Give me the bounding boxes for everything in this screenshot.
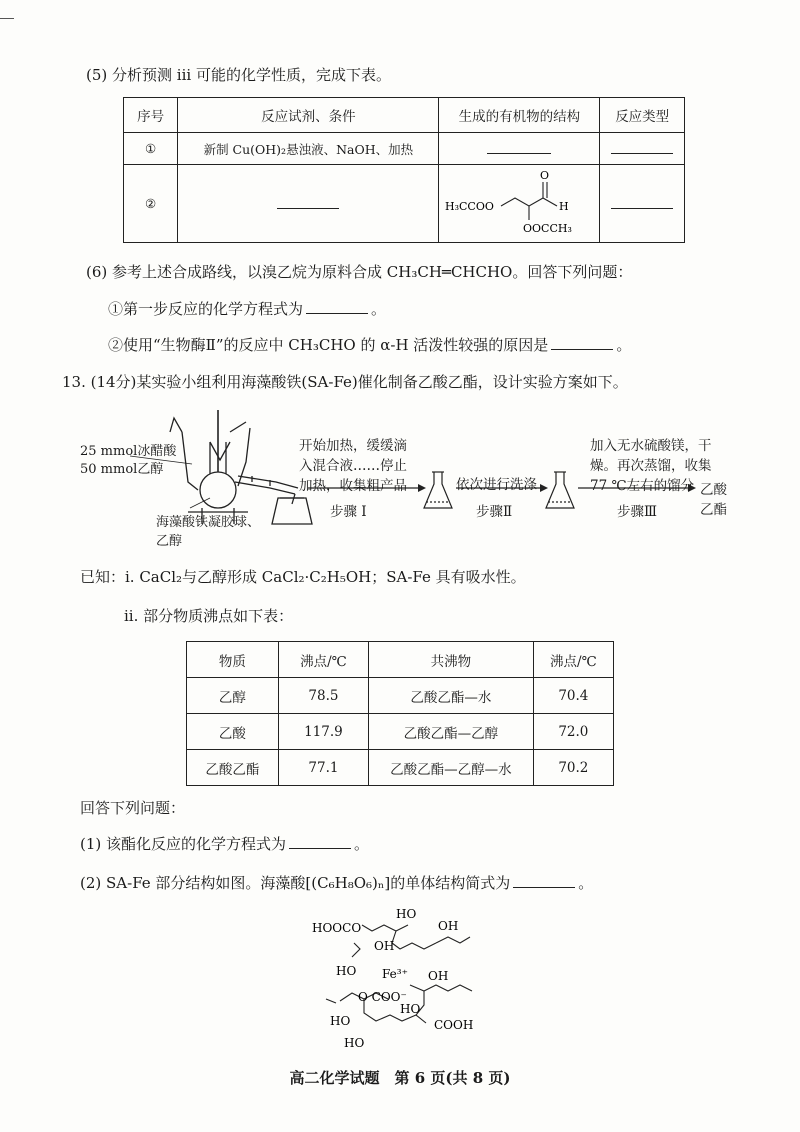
q6-sub1-end: 。: [371, 300, 387, 318]
t1-row1-structure-blank[interactable]: [439, 133, 600, 165]
label-ho-top: HO: [396, 907, 417, 921]
step3-label: 步骤Ⅲ: [617, 504, 658, 520]
t1-header-structure: 生成的有机物的结构: [439, 98, 600, 133]
step1-line3: 加热，收集粗产品: [299, 478, 407, 494]
t2-cell: 乙酸乙酯: [187, 750, 279, 786]
t2-header-bp2: 沸点/℃: [533, 642, 613, 678]
label-ho-low2: HO: [400, 1002, 421, 1016]
step2-label: 步骤Ⅱ: [476, 504, 513, 520]
t1-row1-reagent: 新制 Cu(OH)₂悬浊液、NaOH、加热: [178, 133, 439, 165]
q6-heading: (6) 参考上述合成路线，以溴乙烷为原料合成 CH₃CH═CHCHO。回答下列问题：: [86, 263, 633, 281]
apparatus-label-gel: 海藻酸铁凝胶球、: [156, 515, 261, 530]
answer-heading: 回答下列问题：: [80, 799, 186, 817]
label-ho-bottom: HO: [344, 1036, 365, 1050]
q13-p2: [80, 872, 593, 893]
t2-cell: 70.4: [533, 678, 613, 714]
q5-table: [123, 97, 685, 243]
t2-cell: 117.9: [278, 714, 368, 750]
table-row: [187, 678, 614, 714]
q6-sub1-blank[interactable]: [306, 299, 368, 314]
label-ho-left: HO: [336, 964, 357, 978]
q13-p2-end: 。: [578, 874, 594, 892]
t2-cell: 乙酸: [187, 714, 279, 750]
structure-h: H: [559, 199, 570, 213]
page-footer: 高二化学试题 第 6 页(共 8 页): [289, 1069, 511, 1087]
apparatus-label-ethanol: 50 mmol乙醇: [80, 462, 164, 477]
boiling-point-table: [186, 641, 614, 786]
t1-row2-type-blank[interactable]: [600, 165, 685, 243]
product-line1: 乙酸: [700, 482, 727, 498]
label-ho-low1: HO: [330, 1014, 351, 1028]
q13-p1-end: 。: [354, 835, 370, 853]
q13-p1-text: (1) 该酯化反应的化学方程式为: [80, 835, 287, 853]
label-fe: Fe³⁺: [382, 967, 408, 981]
t2-header-bp1: 沸点/℃: [278, 642, 368, 678]
t2-cell: 乙酸乙酯—乙醇—水: [369, 750, 534, 786]
t2-cell: 乙酸乙酯—水: [369, 678, 534, 714]
t2-cell: 乙醇: [187, 678, 279, 714]
q13-p2-text: (2) SA-Fe 部分结构如图。海藻酸[(C₆H₈O₆)ₙ]的单体结构简式为: [80, 874, 511, 892]
step3-line1: 加入无水硫酸镁，干: [590, 438, 712, 454]
product-line2: 乙酯: [700, 502, 727, 518]
known-ii: ii. 部分物质沸点如下表：: [124, 607, 294, 625]
t1-row2-reagent-blank[interactable]: [178, 165, 439, 243]
step3-description: [590, 436, 712, 496]
row2-structure-drawing: [439, 166, 597, 242]
q6-sub2-text: ②使用“生物酶Ⅱ”的反应中 CH₃CHO 的 α-H 活泼性较强的原因是: [108, 336, 549, 354]
q13-p1: [80, 833, 369, 854]
t2-cell: 70.2: [533, 750, 613, 786]
structure-left-group: H₃CCOO: [445, 199, 495, 213]
label-oh-top: OH: [438, 919, 459, 933]
flask-icon-2: [546, 472, 574, 508]
step3-line3: 77 ℃左右的馏分: [590, 478, 695, 494]
t2-cell: 78.5: [278, 678, 368, 714]
step1-description: [299, 436, 407, 496]
t2-cell: 77.1: [278, 750, 368, 786]
q13-p2-blank[interactable]: [513, 873, 575, 888]
label-hoocco: HOOCO: [312, 921, 362, 935]
t1-header-type: 反应类型: [600, 98, 685, 133]
t2-cell: 乙酸乙酯—乙醇: [369, 714, 534, 750]
product-label: [700, 480, 727, 520]
step1-line1: 开始加热，缓缓滴: [299, 438, 407, 454]
flask-icon-1: [424, 472, 452, 508]
t1-row2-structure: [439, 165, 600, 243]
t1-header-reagent: 反应试剂、条件: [178, 98, 439, 133]
step3-line2: 燥。再次蒸馏，收集: [590, 458, 712, 474]
t2-header-azeotrope: 共沸物: [369, 642, 534, 678]
t2-header-substance: 物质: [187, 642, 279, 678]
table-row: [187, 750, 614, 786]
t1-row1-type-blank[interactable]: [600, 133, 685, 165]
structure-o: O: [540, 168, 550, 182]
table-row: [187, 714, 614, 750]
structure-bottom-group: OOCCH₃: [523, 221, 573, 235]
label-cooh: COOH: [434, 1018, 474, 1032]
label-oh-mid: OH: [374, 939, 395, 953]
apparatus-label-acid: 25 mmol冰醋酸: [80, 444, 177, 459]
q6-sub2: [108, 334, 631, 355]
q5-heading: (5) 分析预测 iii 可能的化学性质，完成下表。: [86, 66, 391, 84]
t1-row1-no: ①: [124, 133, 178, 165]
q6-sub2-blank[interactable]: [551, 335, 613, 350]
label-coo: O COO⁻: [358, 990, 407, 1004]
step1-line2: 入混合液……停止: [299, 458, 407, 474]
t1-header-no: 序号: [124, 98, 178, 133]
apparatus-label-ethanol2: 乙醇: [156, 534, 183, 549]
margin-dash: [0, 18, 14, 19]
distillation-apparatus-icon: [170, 410, 312, 524]
q6-sub1-text: ①第一步反应的化学方程式为: [108, 300, 304, 318]
q6-sub1: [108, 298, 386, 319]
t2-cell: 72.0: [533, 714, 613, 750]
q13-p1-blank[interactable]: [289, 834, 351, 849]
step1-label: 步骤 I: [330, 504, 367, 520]
q13-heading: 13. (14分)某实验小组利用海藻酸铁(SA-Fe)催化制备乙酸乙酯，设计实验方案如下。: [62, 373, 628, 391]
step2-description: 依次进行洗涤: [456, 477, 537, 493]
label-oh-right: OH: [428, 969, 449, 983]
q6-sub2-end: 。: [616, 336, 632, 354]
known-i: 已知：i. CaCl₂与乙醇形成 CaCl₂·C₂H₅OH；SA-Fe 具有吸水性。: [80, 568, 526, 586]
sa-fe-structure: [300, 905, 510, 1055]
t1-row2-no: ②: [124, 165, 178, 243]
